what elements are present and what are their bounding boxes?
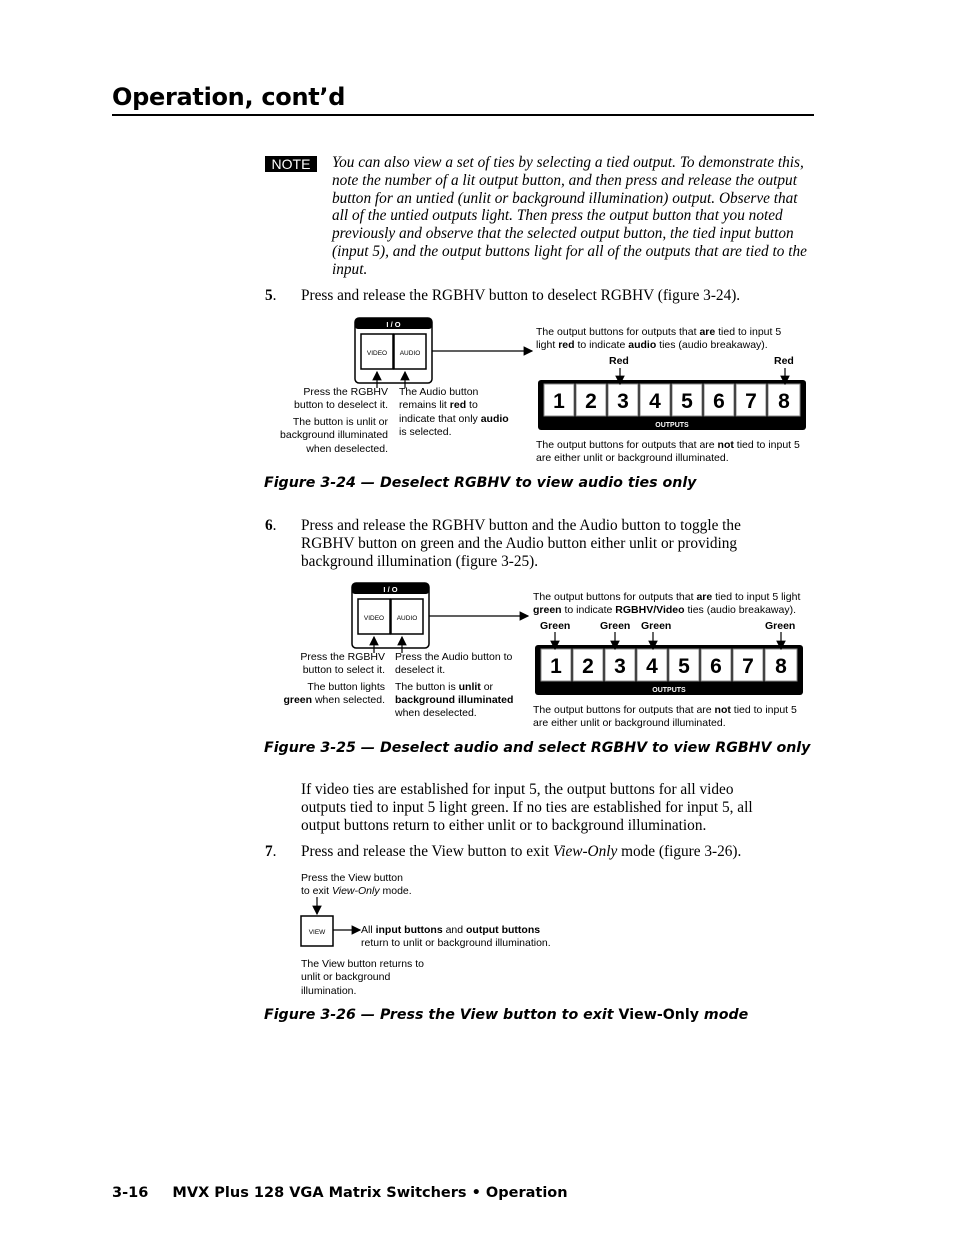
step-5-text: Press and release the RGBHV button to deselect RGBHV (figure 3-24). bbox=[301, 287, 741, 304]
io-label: I / O bbox=[386, 320, 401, 329]
output-8: 8 bbox=[775, 655, 787, 678]
fig26-top-callout: Press the View button to exit View-Only mode. bbox=[301, 872, 412, 898]
paragraph: If video ties are established for input 5, the output buttons for all video outputs tied to input 5 light green. If no ties are established for input 5, all output buttons return to either unlit or to background illumination. bbox=[301, 781, 753, 834]
header-rule bbox=[112, 114, 814, 116]
outputs-label: OUTPUTS bbox=[652, 687, 686, 694]
output-6: 6 bbox=[710, 655, 722, 678]
output-5: 5 bbox=[678, 655, 690, 678]
io-label: I / O bbox=[383, 585, 398, 594]
video-button: VIDEO bbox=[363, 615, 385, 622]
fig24-bottom-callout: The output buttons for outputs that are not tied to input 5 are either unlit or background illuminated. bbox=[536, 439, 800, 465]
fig25-left-callout: Press the RGBHV button to select it. bbox=[300, 651, 385, 677]
fig26-right-callout: All input buttons and output buttons return to unlit or background illumination. bbox=[361, 924, 551, 950]
fig24-mid-callout: The Audio button remains lit red to indicate that only audio is selected. bbox=[399, 386, 509, 438]
outputs-panel bbox=[535, 645, 803, 695]
fig25-bottom-callout: The output buttons for outputs that are not tied to input 5 are either unlit or background illuminated. bbox=[533, 704, 797, 730]
fig25-mid-callout: Press the Audio button to deselect it. The button is unlit or background illuminated when deselected. bbox=[395, 651, 514, 720]
fig24-caption: Figure 3-24 — Deselect RGBHV to view audio ties only bbox=[264, 475, 697, 491]
io-panel bbox=[355, 318, 432, 383]
page-number: 3-16 bbox=[112, 1185, 149, 1201]
outputs-panel bbox=[538, 380, 806, 430]
fig25-color-3: Green bbox=[641, 620, 672, 632]
step-5: 5. bbox=[265, 287, 277, 304]
view-button: VIEW bbox=[308, 929, 326, 936]
fig24-top-callout: The output buttons for outputs that are tied to input 5 light red to indicate audio ties (audio breakaway). bbox=[536, 326, 782, 352]
output-3: 3 bbox=[614, 655, 626, 678]
note-badge: NOTE bbox=[265, 156, 317, 172]
output-1: 1 bbox=[553, 390, 565, 413]
output-1: 1 bbox=[550, 655, 562, 678]
fig24-left-callout-2: The button is unlit or background illuminated when deselected. bbox=[280, 416, 388, 455]
fig25-top-callout: The output buttons for outputs that are tied to input 5 light green to indicate RGBHV/Video ties (audio breakaway). bbox=[533, 591, 801, 617]
output-4: 4 bbox=[649, 390, 661, 413]
output-8: 8 bbox=[778, 390, 790, 413]
fig24-color-left: Red bbox=[609, 355, 629, 367]
audio-button: AUDIO bbox=[396, 615, 418, 622]
output-2: 2 bbox=[585, 390, 597, 413]
fig26-bottom-callout: The View button returns to unlit or background illumination. bbox=[301, 958, 424, 997]
figure-3-26 bbox=[290, 895, 370, 955]
video-button: VIDEO bbox=[366, 350, 388, 357]
output-4: 4 bbox=[646, 655, 658, 678]
fig25-color-1: Green bbox=[540, 620, 571, 632]
step-6-text: Press and release the RGBHV button and the Audio button to toggle the RGBHV button on green and the Audio button either unlit or providing background illumination (figure 3-25). bbox=[301, 517, 741, 570]
outputs-label: OUTPUTS bbox=[655, 422, 689, 429]
io-panel bbox=[352, 583, 429, 648]
output-6: 6 bbox=[713, 390, 725, 413]
fig24-left-callout: Press the RGBHV button to deselect it. bbox=[294, 386, 388, 412]
output-7: 7 bbox=[742, 655, 754, 678]
fig25-color-4: Green bbox=[765, 620, 796, 632]
output-7: 7 bbox=[745, 390, 757, 413]
note-text: You can also view a set of ties by selecting a tied output. To demonstrate this, note the number of a lit output button, and then press and release the output button for an untied (unlit or background illumination) output. Observe that all of the untied outputs light. Then press the output button that you noted previously and observe that the selected output button, the tied input button (input 5), and the output buttons light for all of the outputs that are tied to the input. bbox=[332, 154, 807, 278]
footer bbox=[112, 1185, 568, 1201]
output-5: 5 bbox=[681, 390, 693, 413]
output-3: 3 bbox=[617, 390, 629, 413]
footer-title: MVX Plus 128 VGA Matrix Switchers • Operation bbox=[172, 1185, 568, 1201]
step-6: 6. bbox=[265, 517, 277, 534]
fig26-caption: Figure 3-26 — Press the View button to exit View-Only mode bbox=[264, 1007, 749, 1023]
fig25-color-2: Green bbox=[600, 620, 631, 632]
fig25-left-callout-2: The button lights green when selected. bbox=[283, 681, 385, 707]
audio-button: AUDIO bbox=[399, 350, 421, 357]
output-2: 2 bbox=[582, 655, 594, 678]
step-7: 7. bbox=[265, 843, 277, 860]
step-7-text: Press and release the View button to exit View-Only mode (figure 3-26). bbox=[301, 843, 742, 860]
fig25-caption: Figure 3-25 — Deselect audio and select RGBHV to view RGBHV only bbox=[264, 740, 811, 756]
page-title: Operation, cont’d bbox=[112, 83, 346, 111]
fig24-color-right: Red bbox=[774, 355, 794, 367]
